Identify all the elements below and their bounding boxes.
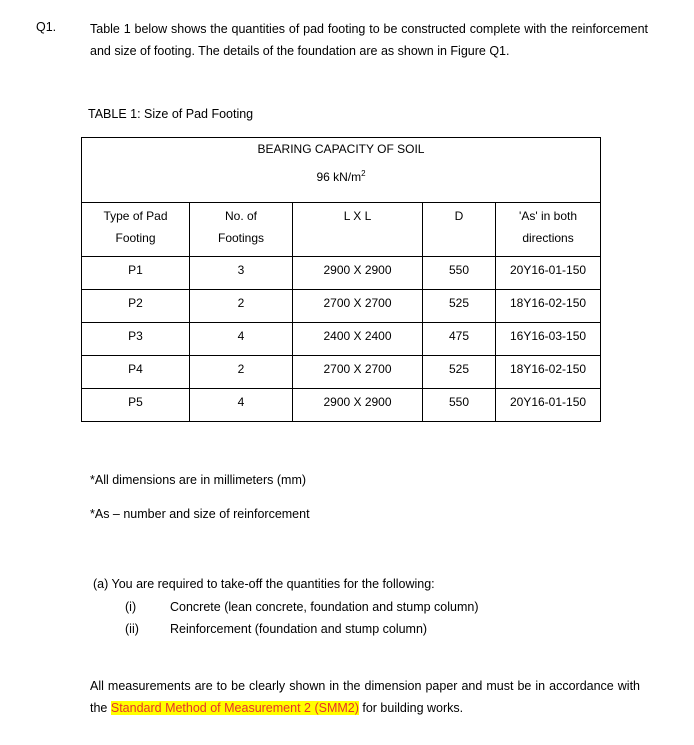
header-no-line2: Footings xyxy=(217,231,265,245)
cell-type: P2 xyxy=(82,290,190,323)
cell-d: 550 xyxy=(423,389,496,422)
smm2-highlight: Standard Method of Measurement 2 (SMM2) xyxy=(110,701,359,715)
closing-before: All measurements are to be clearly shown in the dimension paper and must be in accordance with the xyxy=(90,679,640,715)
header-as xyxy=(496,203,601,257)
capacity-superscript: 2 xyxy=(361,169,366,178)
note-dimensions: *All dimensions are in millimeters (mm) xyxy=(90,473,307,487)
header-no xyxy=(190,203,293,257)
cell-d: 525 xyxy=(423,356,496,389)
header-as-line1: 'As' in both xyxy=(519,209,577,223)
table-title: BEARING CAPACITY OF SOIL xyxy=(82,138,601,167)
header-as-line2: directions xyxy=(522,231,574,245)
cell-d: 525 xyxy=(423,290,496,323)
table-row xyxy=(82,323,601,356)
table-row xyxy=(82,356,601,389)
pad-footing-table xyxy=(81,137,601,422)
cell-as: 18Y16-02-150 xyxy=(496,290,601,323)
note-as: *As – number and size of reinforcement xyxy=(90,507,310,521)
question-number: Q1. xyxy=(36,20,57,34)
cell-as: 16Y16-03-150 xyxy=(496,323,601,356)
capacity-value: 96 kN/m xyxy=(316,170,362,184)
task-lead: (a) You are required to take-off the quantities for the following: xyxy=(93,577,435,591)
header-lxl: L X L xyxy=(293,203,423,257)
cell-as: 20Y16-01-150 xyxy=(496,389,601,422)
cell-type: P5 xyxy=(82,389,190,422)
table-title-row xyxy=(82,138,601,167)
closing-paragraph xyxy=(90,675,640,719)
cell-d: 550 xyxy=(423,257,496,290)
cell-lxl: 2700 X 2700 xyxy=(293,356,423,389)
cell-type: P1 xyxy=(82,257,190,290)
cell-type: P4 xyxy=(82,356,190,389)
cell-no: 2 xyxy=(190,356,293,389)
table-row xyxy=(82,257,601,290)
column-header-row xyxy=(82,203,601,257)
bearing-capacity-value xyxy=(82,166,601,203)
question-intro: Table 1 below shows the quantities of pad footing to be constructed complete with the reinforcement and size of footing. The details of the foundation are as shown in Figure Q1. xyxy=(90,22,648,58)
closing-after: for building works. xyxy=(358,701,464,715)
cell-lxl: 2900 X 2900 xyxy=(293,389,423,422)
table-row xyxy=(82,389,601,422)
table-capacity-row xyxy=(82,166,601,203)
task-item-label: (ii) xyxy=(125,622,139,636)
table-row xyxy=(82,290,601,323)
cell-lxl: 2400 X 2400 xyxy=(293,323,423,356)
cell-d: 475 xyxy=(423,323,496,356)
cell-as: 20Y16-01-150 xyxy=(496,257,601,290)
cell-no: 3 xyxy=(190,257,293,290)
task-item-text: Reinforcement (foundation and stump column) xyxy=(170,622,428,636)
task-item-text: Concrete (lean concrete, foundation and stump column) xyxy=(170,600,479,614)
header-type xyxy=(82,203,190,257)
header-no-line1: No. of xyxy=(224,209,257,223)
table-caption: TABLE 1: Size of Pad Footing xyxy=(88,107,254,121)
cell-no: 4 xyxy=(190,389,293,422)
cell-type: P3 xyxy=(82,323,190,356)
cell-lxl: 2700 X 2700 xyxy=(293,290,423,323)
cell-no: 2 xyxy=(190,290,293,323)
cell-lxl: 2900 X 2900 xyxy=(293,257,423,290)
header-type-line1: Type of Pad xyxy=(103,209,168,223)
header-d: D xyxy=(423,203,496,257)
cell-as: 18Y16-02-150 xyxy=(496,356,601,389)
header-type-line2: Footing xyxy=(115,231,156,245)
cell-no: 4 xyxy=(190,323,293,356)
task-item-label: (i) xyxy=(125,600,137,614)
